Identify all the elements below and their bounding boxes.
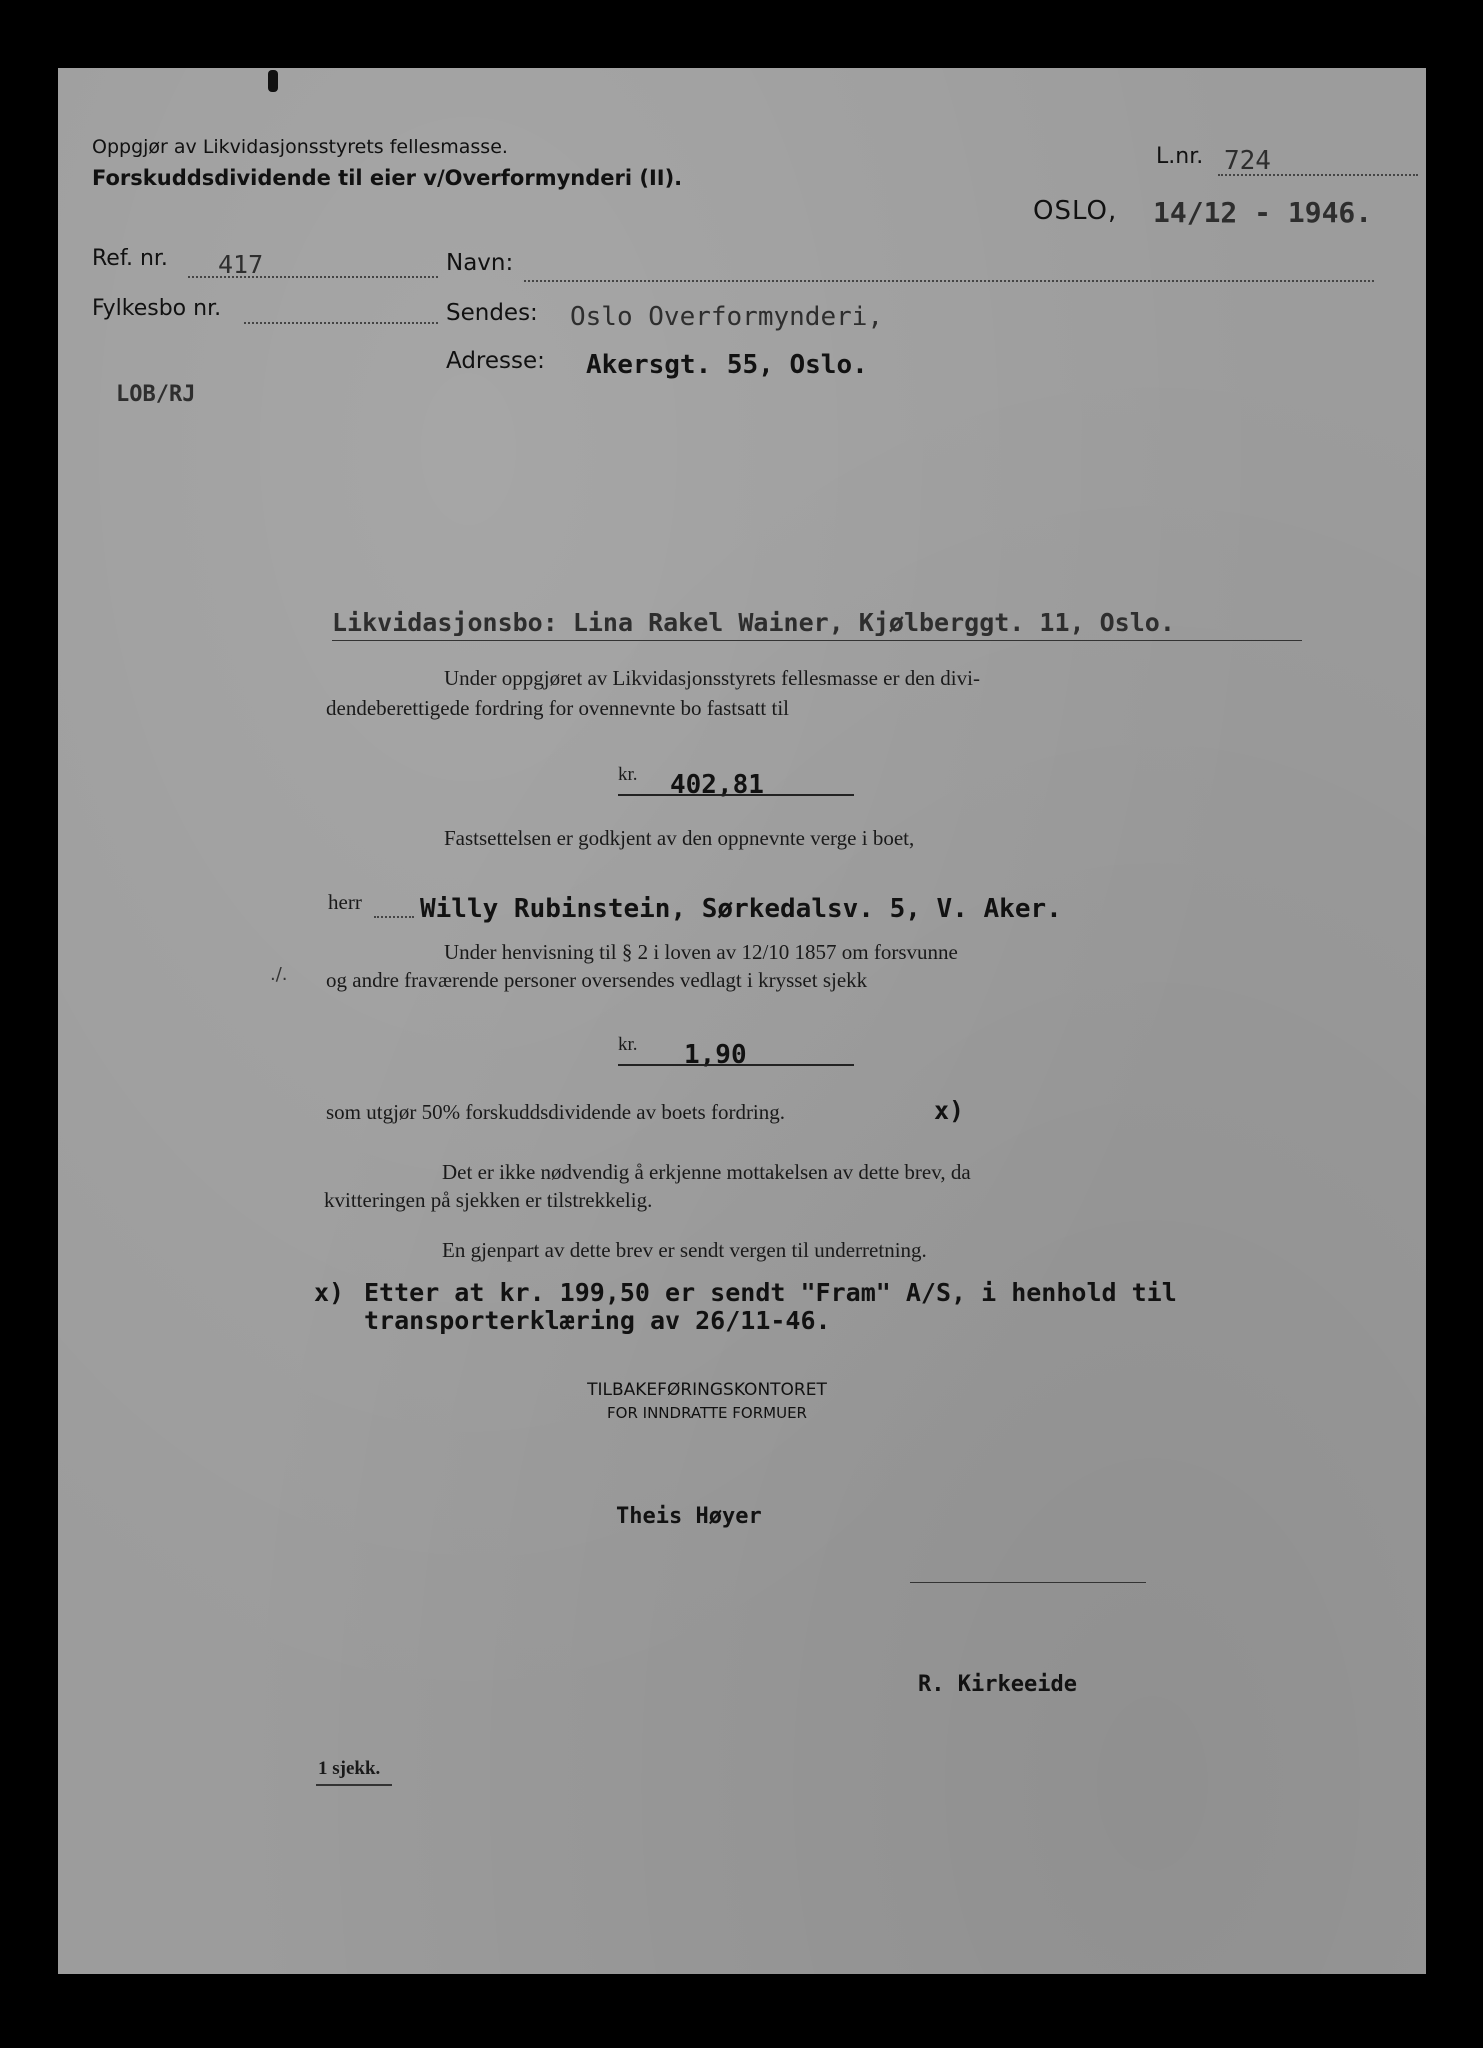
lnr-label: L.nr. bbox=[1156, 144, 1204, 169]
initials: LOB/RJ bbox=[116, 382, 196, 407]
date-city: OSLO, bbox=[1033, 196, 1118, 226]
note-mark: x) bbox=[314, 1278, 345, 1307]
navn-dotted-line bbox=[524, 280, 1374, 282]
margin-mark: ./. bbox=[270, 964, 288, 985]
estate-underline bbox=[332, 640, 1302, 641]
amount1-value: 402,81 bbox=[670, 770, 764, 800]
para1-line2: dendeberettigede fordring for ovennevnte bo fastsatt til bbox=[326, 696, 790, 720]
note-line2: transporterklæring av 26/11-46. bbox=[364, 1306, 831, 1335]
amount1-underline bbox=[618, 794, 854, 796]
para1-line1: Under oppgjøret av Likvidasjonsstyrets fellesmasse er den divi- bbox=[444, 666, 980, 690]
amount2-underline bbox=[618, 1064, 854, 1066]
document-page bbox=[58, 68, 1426, 1974]
para3-line1: Under henvisning til § 2 i loven av 12/10 1857 om forsvunne bbox=[444, 940, 958, 964]
guardian-label: herr bbox=[328, 890, 362, 914]
para2: Fastsettelsen er godkjent av den oppnevnte verge i boet, bbox=[444, 826, 915, 850]
adresse-label: Adresse: bbox=[446, 348, 545, 374]
enclosure: 1 sjekk. bbox=[318, 1758, 381, 1779]
para5-line1: Det er ikke nødvendig å erkjenne mottakelsen av dette brev, da bbox=[442, 1160, 971, 1184]
header-line-1: Oppgjør av Likvidasjonsstyrets fellesmasse. bbox=[92, 136, 508, 158]
enclosure-underline bbox=[316, 1784, 392, 1786]
header-line-2: Forskuddsdividende til eier v/Overformynderi (II). bbox=[92, 166, 683, 190]
ref-value: 417 bbox=[218, 250, 264, 279]
para5-line2: kvitteringen på sjekken er tilstrekkelig. bbox=[324, 1188, 653, 1212]
para4: som utgjør 50% forskuddsdividende av boets fordring. bbox=[326, 1100, 786, 1124]
estate-line: Likvidasjonsbo: Lina Rakel Wainer, Kjølberggt. 11, Oslo. bbox=[332, 608, 1175, 637]
amount1-label: kr. bbox=[618, 764, 638, 785]
para6: En gjenpart av dette brev er sendt vergen til underretning. bbox=[442, 1238, 927, 1262]
punch-mark bbox=[268, 70, 278, 92]
ref-dotted-line bbox=[188, 276, 438, 278]
date-value: 14/12 - 1946. bbox=[1153, 196, 1373, 229]
office-line1: TILBAKEFØRINGSKONTORET bbox=[587, 1380, 827, 1400]
fylkesbo-label: Fylkesbo nr. bbox=[92, 296, 222, 321]
guardian-value: Willy Rubinstein, Sørkedalsv. 5, V. Aker. bbox=[420, 894, 1062, 924]
fylkesbo-dotted-line bbox=[244, 322, 438, 324]
navn-label: Navn: bbox=[446, 250, 514, 276]
ref-label: Ref. nr. bbox=[92, 246, 168, 271]
amount2-value: 1,90 bbox=[684, 1040, 747, 1070]
para3-line2: og andre fraværende personer oversendes vedlagt i krysset sjekk bbox=[326, 968, 868, 992]
lnr-dotted-line bbox=[1218, 174, 1418, 176]
guardian-dotted-lead bbox=[374, 916, 414, 918]
amount2-label: kr. bbox=[618, 1034, 638, 1055]
signature-line bbox=[910, 1582, 1146, 1583]
para4-mark: x) bbox=[934, 1096, 965, 1125]
signer1-name: Theis Høyer bbox=[616, 1504, 762, 1529]
office-line2: FOR INNDRATTE FORMUER bbox=[607, 1404, 807, 1422]
sendes-value: Oslo Overformynderi, bbox=[570, 302, 884, 332]
note-line1: Etter at kr. 199,50 er sendt "Fram" A/S, i henhold til bbox=[364, 1278, 1177, 1307]
signer2-name: R. Kirkeeide bbox=[918, 1672, 1077, 1697]
adresse-value: Akersgt. 55, Oslo. bbox=[586, 350, 868, 380]
sendes-label: Sendes: bbox=[446, 300, 538, 326]
lnr-value: 724 bbox=[1224, 146, 1271, 176]
